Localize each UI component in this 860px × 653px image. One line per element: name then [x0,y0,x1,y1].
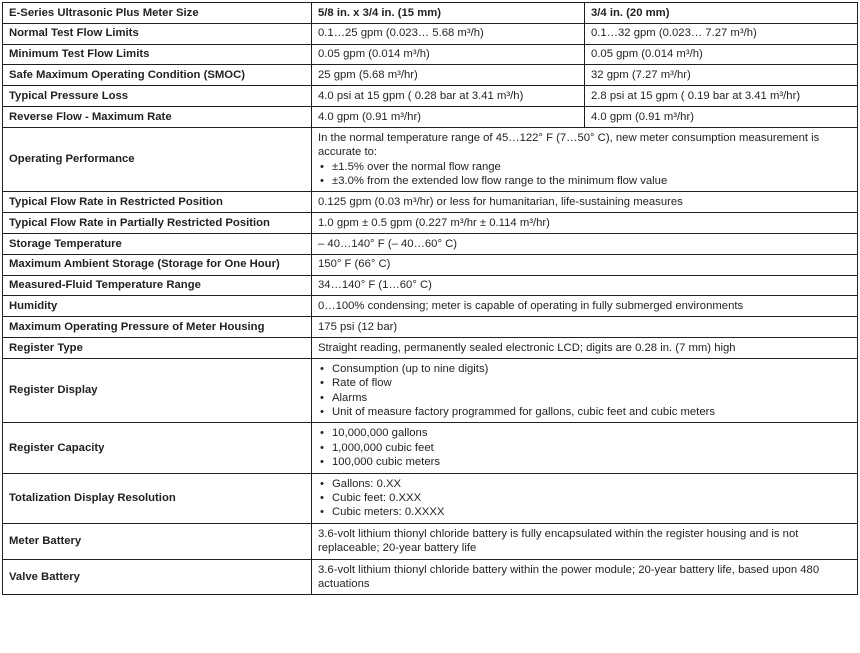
list-item: • Cubic feet: 0.XXX [318,491,851,505]
register-display-list [318,362,851,420]
list-item: • ±3.0% from the extended low flow range to the minimum flow value [318,174,851,188]
operating-performance-list [318,160,851,189]
row-label: Typical Flow Rate in Partially Restricted Position [3,213,312,234]
register-display-row [3,358,858,423]
row-label: Operating Performance [3,127,312,192]
row-label: Valve Battery [3,559,312,595]
row-label: Humidity [3,296,312,317]
value-size-b: 0.1…32 gpm (0.023… 7.27 m³/h) [585,23,858,44]
value-size-a: 4.0 psi at 15 gpm ( 0.28 bar at 3.41 m³/h) [312,86,585,107]
table-row [3,234,858,255]
value-size-b: 32 gpm (7.27 m³/hr) [585,65,858,86]
table-row [3,106,858,127]
register-display-value [312,358,858,423]
header-row [3,3,858,24]
row-label: Minimum Test Flow Limits [3,44,312,65]
row-label: Register Type [3,337,312,358]
header-label: E-Series Ultrasonic Plus Meter Size [3,3,312,24]
list-item: • ±1.5% over the normal flow range [318,160,851,174]
value-size-b: 2.8 psi at 15 gpm ( 0.19 bar at 3.41 m³/hr) [585,86,858,107]
register-capacity-value [312,423,858,473]
row-label: Register Capacity [3,423,312,473]
operating-performance-intro: In the normal temperature range of 45…122° F (7…50° C), new meter consumption measurement is accurate to: [318,131,820,159]
row-label: Measured-Fluid Temperature Range [3,275,312,296]
header-size-a: 5/8 in. x 3/4 in. (15 mm) [312,3,585,24]
table-row [3,213,858,234]
value-size-b: 0.05 gpm (0.014 m³/h) [585,44,858,65]
row-label: Maximum Ambient Storage (Storage for One Hour) [3,254,312,275]
row-label: Storage Temperature [3,234,312,255]
list-item: • Unit of measure factory programmed for gallons, cubic feet and cubic meters [318,405,851,419]
totalization-value [312,473,858,523]
spec-table [2,2,858,595]
meter-battery-row [3,523,858,559]
table-row [3,86,858,107]
row-label: Reverse Flow - Maximum Rate [3,106,312,127]
row-value: 0…100% condensing; meter is capable of operating in fully submerged environments [312,296,858,317]
value-size-a: 0.1…25 gpm (0.023… 5.68 m³/h) [312,23,585,44]
header-size-b: 3/4 in. (20 mm) [585,3,858,24]
row-label: Register Display [3,358,312,423]
row-label: Meter Battery [3,523,312,559]
meter-battery-value: 3.6-volt lithium thionyl chloride battery is fully encapsulated within the register housing and is not replaceable; 20-year battery life [312,523,858,559]
value-size-a: 4.0 gpm (0.91 m³/hr) [312,106,585,127]
list-item: • Alarms [318,391,851,405]
table-row [3,296,858,317]
list-item: • 10,000,000 gallons [318,426,851,440]
list-item: • Rate of flow [318,376,851,390]
row-label: Typical Pressure Loss [3,86,312,107]
value-size-a: 0.05 gpm (0.014 m³/h) [312,44,585,65]
register-capacity-row [3,423,858,473]
table-row [3,65,858,86]
row-value: Straight reading, permanently sealed electronic LCD; digits are 0.28 in. (7 mm) high [312,337,858,358]
row-value: 1.0 gpm ± 0.5 gpm (0.227 m³/hr ± 0.114 m³/hr) [312,213,858,234]
table-row [3,192,858,213]
table-row [3,337,858,358]
operating-performance-value [312,127,858,192]
row-value: 0.125 gpm (0.03 m³/hr) or less for humanitarian, life-sustaining measures [312,192,858,213]
row-value: 175 psi (12 bar) [312,317,858,338]
table-row [3,275,858,296]
list-item: • Consumption (up to nine digits) [318,362,851,376]
row-value: 34…140° F (1…60° C) [312,275,858,296]
totalization-list [318,477,851,520]
value-size-a: 25 gpm (5.68 m³/hr) [312,65,585,86]
row-label: Normal Test Flow Limits [3,23,312,44]
list-item: • Gallons: 0.XX [318,477,851,491]
list-item: • 100,000 cubic meters [318,455,851,469]
row-label: Typical Flow Rate in Restricted Position [3,192,312,213]
row-value: 150° F (66° C) [312,254,858,275]
row-label: Maximum Operating Pressure of Meter Housing [3,317,312,338]
valve-battery-value: 3.6-volt lithium thionyl chloride battery within the power module; 20-year battery life, based upon 480 actuations [312,559,858,595]
valve-battery-row [3,559,858,595]
row-label: Totalization Display Resolution [3,473,312,523]
register-capacity-list [318,426,851,469]
list-item: • Cubic meters: 0.XXXX [318,505,851,519]
row-value: – 40…140° F (– 40…60° C) [312,234,858,255]
table-row [3,44,858,65]
table-row [3,317,858,338]
totalization-row [3,473,858,523]
list-item: • 1,000,000 cubic feet [318,441,851,455]
table-row [3,254,858,275]
table-row [3,23,858,44]
row-label: Safe Maximum Operating Condition (SMOC) [3,65,312,86]
value-size-b: 4.0 gpm (0.91 m³/hr) [585,106,858,127]
operating-performance-row [3,127,858,192]
